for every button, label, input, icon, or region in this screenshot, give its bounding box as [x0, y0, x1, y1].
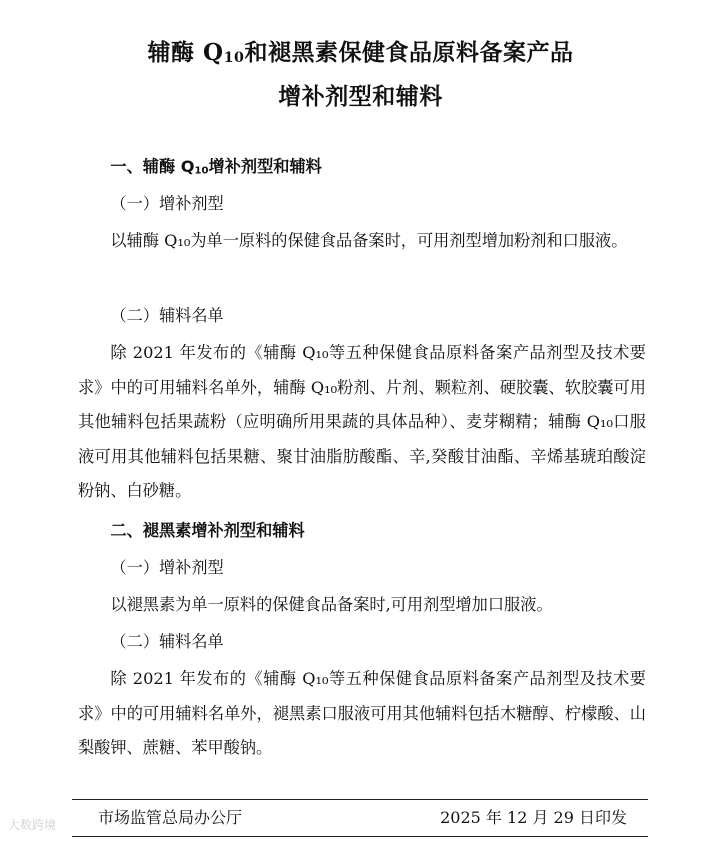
section-1-subheading-2: （二）辅料名单 — [110, 306, 224, 325]
section-2-subheading-2: （二）辅料名单 — [110, 632, 224, 651]
watermark: 大数跨境 — [8, 818, 57, 832]
footer-top-rule — [72, 799, 648, 800]
section-2-paragraph-2: 除 2021 年发布的《辅酶 Q₁₀等五种保健食品原料备案产品剂型及技术要求》中的可用辅料名单外，褪黑素口服液可用其他辅料包括木糖醇、柠檬酸、山梨酸钾、蔗糖、苯甲酸钠。 — [78, 669, 646, 757]
section-2-heading: 二、褪黑素增补剂型和辅料 — [110, 521, 305, 540]
section-2-subheading-1: （一）增补剂型 — [110, 558, 224, 577]
document-title-line-1: 辅酶 Q10和褪黑素保健食品原料备案产品 — [147, 39, 574, 67]
footer-issuer: 市场监管总局办公厅 — [98, 808, 243, 827]
section-1-subheading-1: （一）增补剂型 — [110, 194, 224, 213]
section-1-paragraph-1: 以辅酶 Q₁₀为单一原料的保健食品备案时，可用剂型增加粉剂和口服液。 — [110, 231, 628, 250]
section-1-paragraph-2: 除 2021 年发布的《辅酶 Q₁₀等五种保健食品原料备案产品剂型及技术要求》中的可用辅料名单外，辅酶 Q₁₀粉剂、片剂、颗粒剂、硬胶囊、软胶囊可用其他辅料包括果蔬粉（应明确所用果蔬的具体品种）、麦芽糊精；辅酶 Q₁₀口服液可用其他辅料包括果糖、聚甘油脂肪酸酯、辛,癸酸甘油酯、辛烯基琥珀酸淀粉钠、白砂糖。 — [78, 343, 646, 500]
document-title-line-2: 增补剂型和辅料 — [278, 83, 443, 110]
footer-bottom-rule — [72, 836, 648, 837]
section-2-paragraph-1: 以褪黑素为单一原料的保健食品备案时,可用剂型增加口服液。 — [110, 595, 553, 614]
footer-issue-date: 2025 年 12 月 29 日印发 — [440, 808, 627, 827]
section-1-heading: 一、辅酶 Q10增补剂型和辅料 — [110, 157, 322, 177]
